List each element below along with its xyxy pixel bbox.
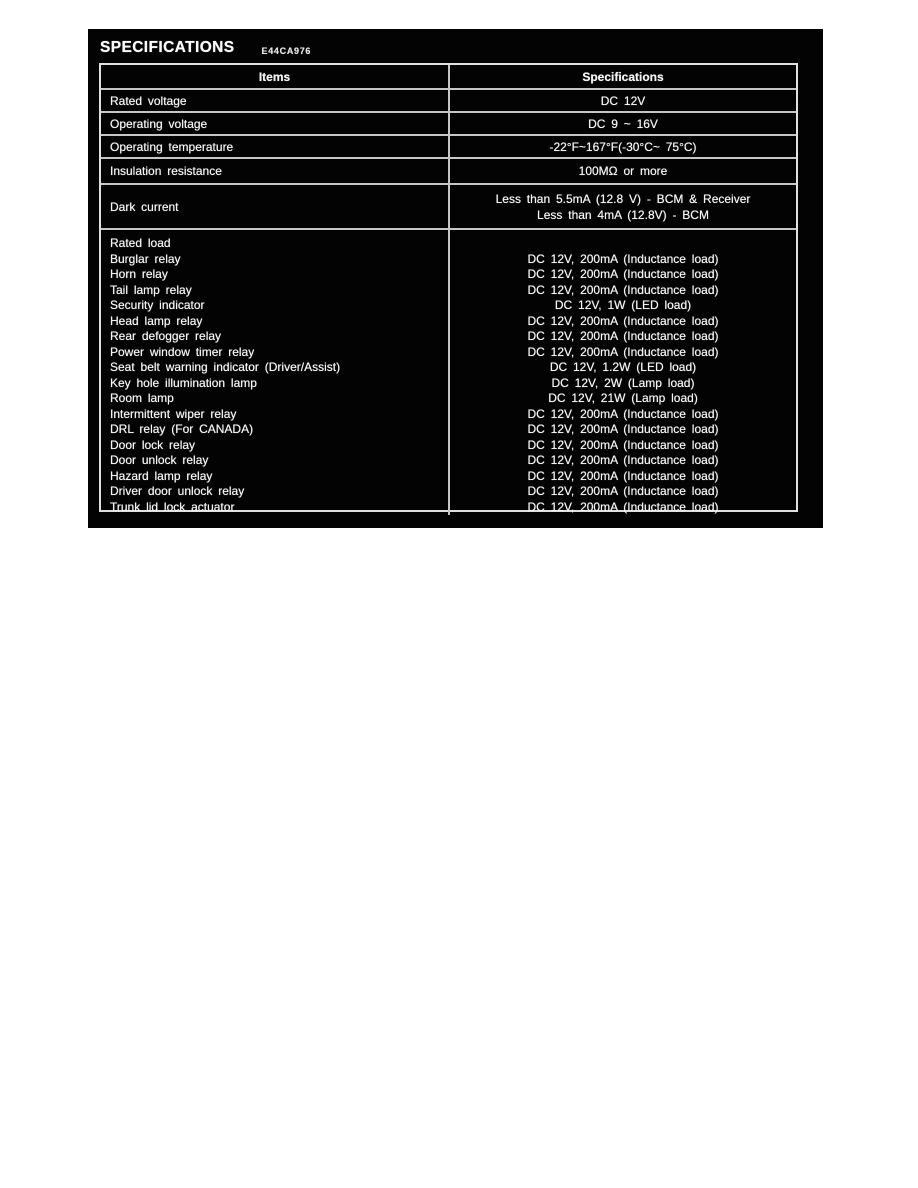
rated-load-spec: DC 12V, 200mA (Inductance load) — [527, 422, 719, 436]
table-row — [101, 90, 796, 113]
rated-load-item: Intermittent wiper relay — [110, 406, 237, 421]
rated-load-spec: DC 12V, 1W (LED load) — [554, 298, 692, 312]
rated-load-item: Door unlock relay — [110, 453, 209, 467]
rated-load-spec: DC 12V, 200mA (Inductance load) — [527, 329, 719, 343]
rated-load-item: Horn relay — [110, 267, 168, 281]
specifications-panel — [88, 29, 823, 528]
item-cell: Operating voltage — [101, 113, 450, 134]
page-title: SPECIFICATIONS — [100, 39, 235, 56]
spec-line: Less than 4mA (12.8V) - BCM — [537, 207, 709, 222]
item-cell: Dark current — [101, 185, 450, 228]
spec-line: Less than 5.5mA (12.8 V) - BCM & Receiver — [495, 191, 751, 206]
item-cell: Rated voltage — [101, 90, 450, 111]
rated-load-spec — [450, 236, 796, 252]
rated-load-item: Rear defogger relay — [110, 329, 222, 343]
rated-load-item: DRL relay (For CANADA) — [110, 422, 254, 436]
rated-load-spec: DC 12V, 200mA (Inductance load) — [527, 267, 719, 281]
rated-load-spec: DC 12V, 1.2W (LED load) — [549, 360, 697, 374]
rated-load-spec: DC 12V, 200mA (Inductance load) — [527, 499, 719, 514]
rated-load-spec: DC 12V, 2W (Lamp load) — [551, 375, 695, 390]
rated-load-items-column — [101, 230, 450, 515]
spec-line: 100MΩ or more — [578, 164, 668, 178]
spec-line: -22°F~167°F(-30°C~ 75°C) — [549, 139, 697, 154]
header-items: Items — [101, 65, 450, 88]
item-cell: Insulation resistance — [101, 159, 450, 183]
rated-load-section — [101, 230, 796, 515]
rated-load-spec: DC 12V, 200mA (Inductance load) — [527, 313, 719, 328]
rated-load-item: Hazard lamp relay — [110, 468, 213, 483]
spec-cell — [450, 185, 796, 228]
table-row — [101, 159, 796, 185]
rated-load-item: Room lamp — [110, 391, 174, 405]
item-cell: Operating temperature — [101, 136, 450, 157]
rated-load-spec: DC 12V, 200mA (Inductance load) — [527, 484, 719, 498]
rated-load-spec: DC 12V, 200mA (Inductance load) — [527, 406, 719, 421]
rated-load-item: Key hole illumination lamp — [110, 375, 257, 390]
spec-cell — [450, 159, 796, 183]
rated-load-spec: DC 12V, 200mA (Inductance load) — [527, 437, 719, 452]
rated-load-item: Security indicator — [110, 298, 205, 312]
rated-load-item: Head lamp relay — [110, 313, 203, 328]
rated-load-item: Rated load — [110, 236, 171, 250]
rated-load-spec: DC 12V, 200mA (Inductance load) — [527, 282, 719, 297]
rated-load-spec: DC 12V, 200mA (Inductance load) — [527, 468, 719, 483]
rated-load-item: Tail lamp relay — [110, 282, 192, 297]
rated-load-item: Burglar relay — [110, 251, 181, 266]
rated-load-spec: DC 12V, 200mA (Inductance load) — [527, 453, 719, 467]
table-row — [101, 136, 796, 159]
spec-cell — [450, 113, 796, 134]
spec-cell — [450, 90, 796, 111]
rated-load-spec: DC 12V, 200mA (Inductance load) — [527, 251, 719, 266]
rated-load-specs-column — [450, 230, 796, 515]
rated-load-item: Seat belt warning indicator (Driver/Assist) — [110, 360, 341, 374]
rated-load-item: Power window timer relay — [110, 344, 255, 359]
document-code: E44CA976 — [261, 45, 312, 56]
spec-cell — [450, 136, 796, 157]
rated-load-spec: DC 12V, 21W (Lamp load) — [548, 391, 698, 405]
rated-load-item: Driver door unlock relay — [110, 484, 245, 498]
rated-load-item: Trunk lid lock actuator — [110, 499, 235, 514]
rated-load-spec: DC 12V, 200mA (Inductance load) — [527, 344, 719, 359]
table-header-row — [101, 65, 796, 90]
spec-line: DC 12V — [600, 93, 646, 108]
rated-load-item: Door lock relay — [110, 437, 196, 452]
table-row — [101, 113, 796, 136]
spec-line: DC 9 ~ 16V — [588, 116, 658, 131]
specifications-table — [99, 63, 798, 512]
panel-title-bar — [88, 29, 823, 63]
header-specifications: Specifications — [582, 69, 664, 84]
table-row — [101, 185, 796, 230]
